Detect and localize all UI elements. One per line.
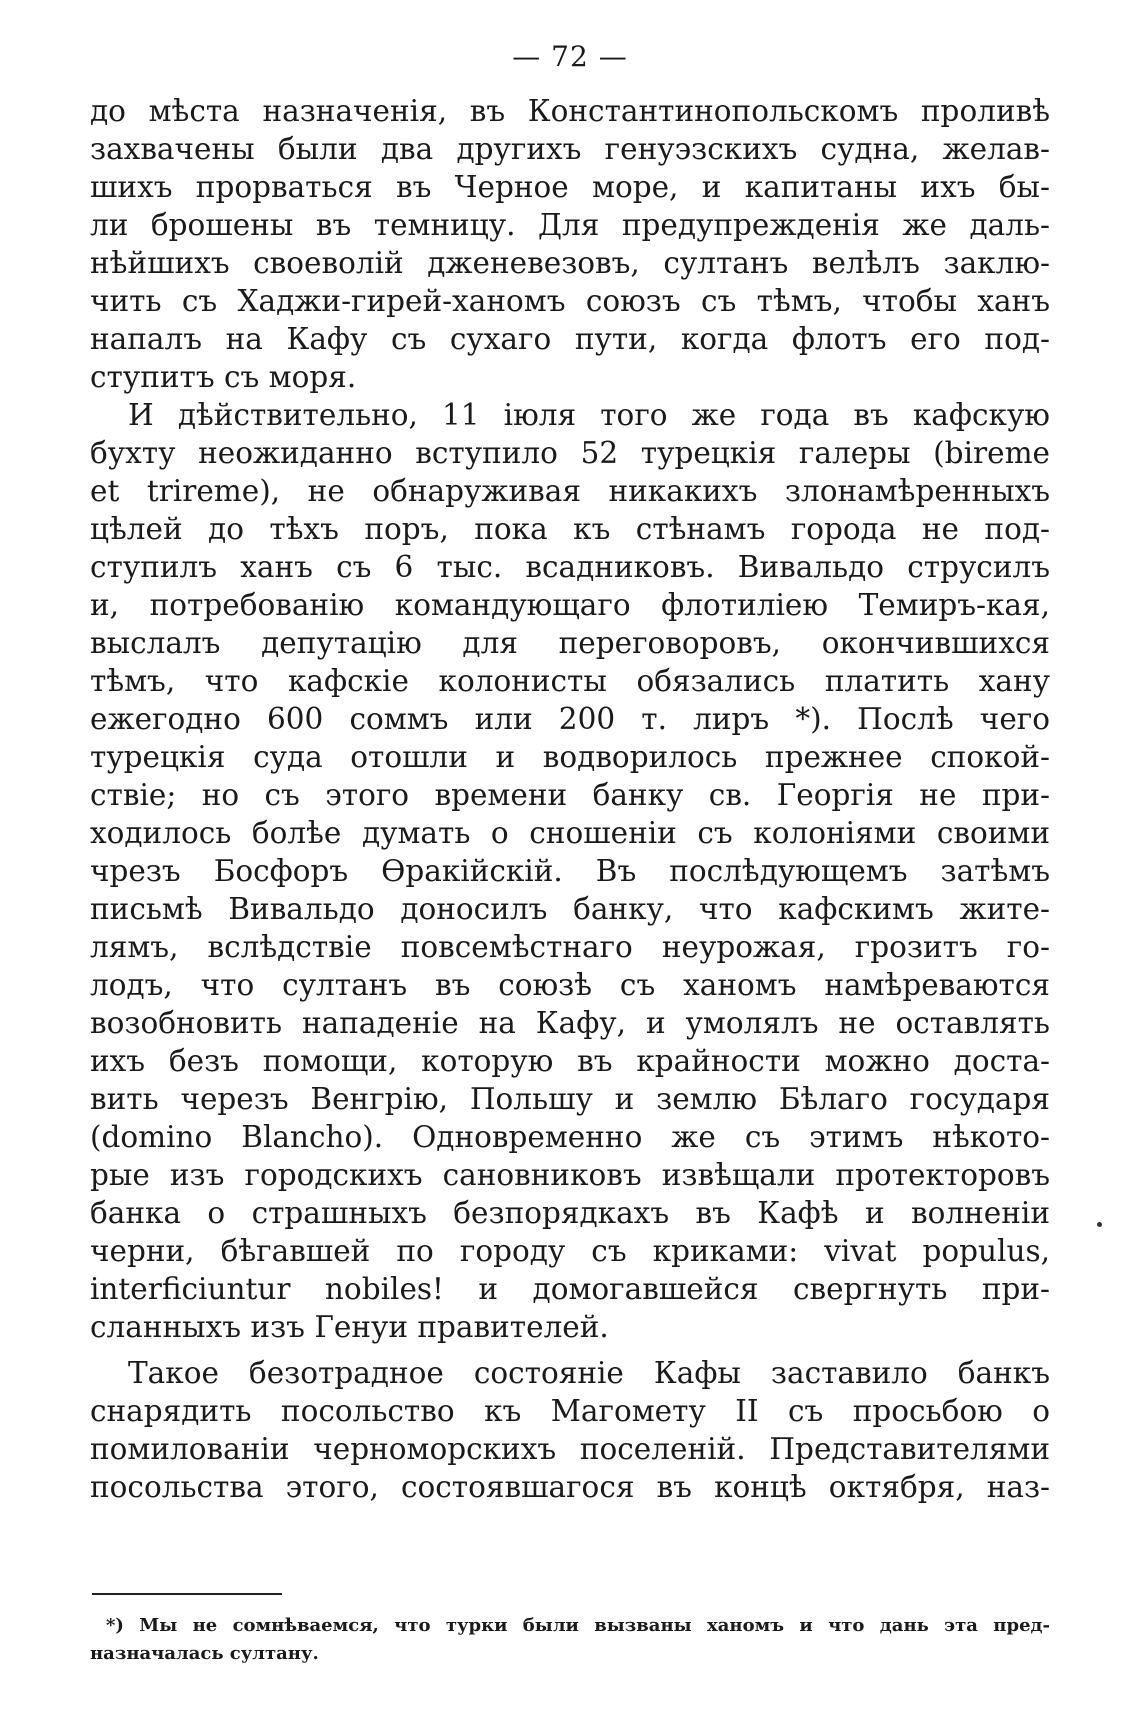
footnote-divider bbox=[92, 1593, 282, 1595]
text-line: цѣлей до тѣхъ поръ, пока къ стѣнамъ города не под- bbox=[90, 512, 1050, 546]
text-line: лодъ, что султанъ въ союзѣ съ ханомъ намѣреваются bbox=[90, 968, 1050, 1002]
text-line: ступилъ ханъ съ 6 тыс. всадниковъ. Вивальдо струсилъ bbox=[90, 550, 1050, 584]
text-line: сланныхъ изъ Генуи правителей. bbox=[90, 1310, 609, 1344]
text-line: ежегодно 600 соммъ или 200 т. лиръ *). Послѣ чего bbox=[90, 702, 1050, 736]
text-line: чрезъ Босфоръ Ѳракійскій. Въ послѣдующемъ затѣмъ bbox=[90, 854, 1050, 888]
text-line: и, потребованію командующаго флотиліею Темиръ-кая, bbox=[90, 588, 1050, 622]
text-line: письмѣ Вивальдо доносилъ банку, что кафскимъ жите- bbox=[90, 892, 1050, 926]
text-line: ходилось болѣе думать о сношеніи съ колоніями своими bbox=[90, 816, 1050, 850]
text-line: ствіе; но съ этого времени банку св. Георгія не при- bbox=[90, 778, 1050, 812]
text-line: захвачены были два другихъ генуэзскихъ судна, желав- bbox=[90, 132, 1050, 166]
text-line: бухту неожиданно вступило 52 турецкія галеры (bireme bbox=[90, 436, 1050, 470]
text-line: ли брошены въ темницу. Для предупрежденія же даль- bbox=[90, 208, 1050, 242]
text-line: шихъ прорваться въ Черное море, и капитаны ихъ бы- bbox=[90, 170, 1050, 204]
paragraph-start-line: Такое безотрадное состояніе Кафы заставило банкъ bbox=[128, 1356, 1050, 1390]
footnote-line: назначалась султану. bbox=[90, 1643, 319, 1664]
text-line: турецкія суда отошли и водворилось прежнее спокой- bbox=[90, 740, 1050, 774]
text-line: снарядить посольство къ Магомету II съ просьбою о bbox=[90, 1394, 1050, 1428]
text-line: нѣйшихъ своеволій дженевезовъ, султанъ велѣлъ заклю- bbox=[90, 246, 1050, 280]
text-line: interficiuntur nobiles! и домогавшейся свергнуть при- bbox=[90, 1272, 1050, 1306]
text-line: черни, бѣгавшей по городу съ криками: vivat populus, bbox=[90, 1234, 1050, 1268]
text-line: возобновить нападеніе на Кафу, и умолялъ не оставлять bbox=[90, 1006, 1050, 1040]
text-line: чить съ Хаджи-гирей-ханомъ союзъ съ тѣмъ, чтобы ханъ bbox=[90, 284, 1050, 318]
footnote-line: *) Мы не сомнѣваемся, что турки были вызваны ханомъ и что дань эта пред- bbox=[106, 1615, 1050, 1636]
print-speck bbox=[1097, 1222, 1102, 1227]
text-line: выслалъ депутацію для переговоровъ, окончившихся bbox=[90, 626, 1050, 660]
text-line: тѣмъ, что кафскіе колонисты обязались платить хану bbox=[90, 664, 1050, 698]
text-line: et trireme), не обнаруживая никакихъ злонамѣренныхъ bbox=[90, 474, 1050, 508]
text-line: до мѣста назначенія, въ Константинопольскомъ проливѣ bbox=[90, 94, 1050, 128]
text-line: ступитъ съ моря. bbox=[90, 360, 357, 394]
text-line: рые изъ городскихъ сановниковъ извѣщали протекторовъ bbox=[90, 1158, 1050, 1192]
text-line: посольства этого, состоявшагося въ концѣ октября, наз- bbox=[90, 1470, 1050, 1504]
text-line: помилованіи черноморскихъ поселеній. Представителями bbox=[90, 1432, 1050, 1466]
text-line: лямъ, вслѣдствіе повсемѣстнаго неурожая, грозитъ го- bbox=[90, 930, 1050, 964]
text-line: ихъ безъ помощи, которую въ крайности можно доста- bbox=[90, 1044, 1050, 1078]
main-text bbox=[90, 92, 1050, 1506]
paragraph-start-line: И дѣйствительно, 11 іюля того же года въ кафскую bbox=[128, 398, 1050, 432]
text-line: (domino Blancho). Одновременно же съ этимъ нѣкото- bbox=[90, 1120, 1050, 1154]
text-line: банка о страшныхъ безпорядкахъ въ Кафѣ и волненіи bbox=[90, 1196, 1050, 1230]
page-number: — 72 — bbox=[512, 40, 628, 73]
text-line: напалъ на Кафу съ сухаго пути, когда флотъ его под- bbox=[90, 322, 1050, 356]
footnote bbox=[90, 1612, 1050, 1668]
text-line: вить черезъ Венгрію, Польшу и землю Бѣлаго государя bbox=[90, 1082, 1050, 1116]
